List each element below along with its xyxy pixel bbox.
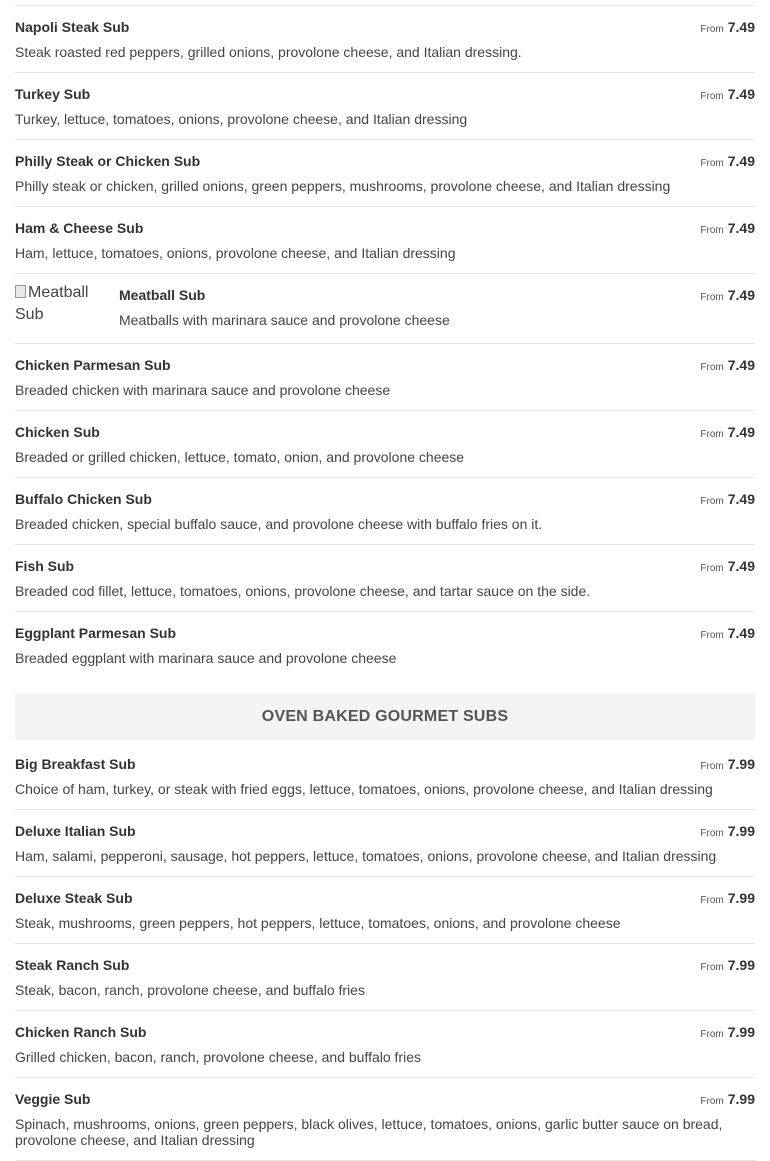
price-value: 7.49 xyxy=(727,491,755,507)
item-name[interactable]: Turkey Sub xyxy=(15,86,91,102)
price-from-label: From xyxy=(700,895,724,906)
item-name[interactable]: Ham & Cheese Sub xyxy=(15,220,144,236)
item-name[interactable]: Meatball Sub xyxy=(119,287,206,303)
menu-item[interactable] xyxy=(15,207,755,274)
price-value: 7.99 xyxy=(727,957,755,973)
menu-item[interactable] xyxy=(15,140,755,207)
menu-item[interactable] xyxy=(15,73,755,140)
item-price xyxy=(700,220,755,239)
item-name[interactable]: Fish Sub xyxy=(15,558,75,574)
item-description: Ham, lettuce, tomatoes, onions, provolone cheese, and Italian dressing xyxy=(15,245,456,261)
menu-item[interactable] xyxy=(15,274,755,344)
item-price xyxy=(700,890,755,909)
item-price xyxy=(700,19,755,38)
item-description: Philly steak or chicken, grilled onions, green peppers, mushrooms, provolone cheese, and Italian dressing xyxy=(15,178,671,194)
item-price xyxy=(700,756,755,775)
price-value: 7.49 xyxy=(727,424,755,440)
menu-item[interactable] xyxy=(15,1011,755,1078)
price-value: 7.99 xyxy=(727,1091,755,1107)
price-from-label: From xyxy=(700,1029,724,1040)
item-price xyxy=(700,1091,755,1110)
price-from-label: From xyxy=(700,761,724,772)
menu-item[interactable] xyxy=(15,478,755,545)
item-price xyxy=(700,823,755,842)
item-description: Choice of ham, turkey, or steak with fried eggs, lettuce, tomatoes, onions, provolone cheese, and Italian dressing xyxy=(15,781,713,797)
item-name[interactable]: Buffalo Chicken Sub xyxy=(15,491,152,507)
price-from-label: From xyxy=(700,362,724,373)
item-name[interactable]: Deluxe Italian Sub xyxy=(15,823,136,839)
item-description: Spinach, mushrooms, onions, green peppers, black olives, lettuce, tomatoes, onions, garlic butter sauce on bread, provolone cheese, and Italian dressing xyxy=(15,1116,723,1148)
menu-item[interactable] xyxy=(15,1078,755,1161)
price-from-label: From xyxy=(700,630,724,641)
item-name[interactable]: Chicken Parmesan Sub xyxy=(15,357,171,373)
item-description: Turkey, lettuce, tomatoes, onions, provolone cheese, and Italian dressing xyxy=(15,111,468,127)
item-description: Steak, bacon, ranch, provolone cheese, and buffalo fries xyxy=(15,982,365,998)
menu-item[interactable] xyxy=(15,411,755,478)
price-value: 7.99 xyxy=(727,823,755,839)
item-name[interactable]: Big Breakfast Sub xyxy=(15,756,136,772)
price-from-label: From xyxy=(700,496,724,507)
item-description: Breaded chicken, special buffalo sauce, and provolone cheese with buffalo fries on it. xyxy=(15,516,543,532)
item-price xyxy=(700,424,755,443)
menu-list xyxy=(0,5,770,1161)
price-from-label: From xyxy=(700,1096,724,1107)
menu-item[interactable] xyxy=(15,6,755,73)
item-name[interactable]: Deluxe Steak Sub xyxy=(15,890,133,906)
item-description: Breaded chicken with marinara sauce and provolone cheese xyxy=(15,382,391,398)
section-header: OVEN BAKED GOURMET SUBS xyxy=(15,693,755,740)
price-value: 7.49 xyxy=(727,86,755,102)
item-name[interactable]: Veggie Sub xyxy=(15,1091,91,1107)
price-from-label: From xyxy=(700,563,724,574)
item-price xyxy=(700,1024,755,1043)
item-price xyxy=(700,153,755,172)
menu-item[interactable] xyxy=(15,344,755,411)
price-from-label: From xyxy=(700,962,724,973)
price-from-label: From xyxy=(700,429,724,440)
price-value: 7.49 xyxy=(727,153,755,169)
item-price xyxy=(700,558,755,577)
item-price xyxy=(700,491,755,510)
price-value: 7.49 xyxy=(727,625,755,641)
item-name[interactable]: Philly Steak or Chicken Sub xyxy=(15,153,201,169)
menu-item[interactable] xyxy=(15,743,755,810)
item-name[interactable]: Chicken Sub xyxy=(15,424,100,440)
item-description: Grilled chicken, bacon, ranch, provolone cheese, and buffalo fries xyxy=(15,1049,421,1065)
item-description: Meatballs with marinara sauce and provolone cheese xyxy=(119,312,450,328)
item-description: Breaded eggplant with marinara sauce and provolone cheese xyxy=(15,650,397,666)
menu-item[interactable] xyxy=(15,612,755,678)
item-description: Steak, mushrooms, green peppers, hot peppers, lettuce, tomatoes, onions, and provolone cheese xyxy=(15,915,621,931)
price-from-label: From xyxy=(700,91,724,102)
menu-item[interactable] xyxy=(15,877,755,944)
price-from-label: From xyxy=(700,24,724,35)
price-value: 7.49 xyxy=(727,287,755,303)
item-description: Breaded cod fillet, lettuce, tomatoes, onions, provolone cheese, and tartar sauce on the side. xyxy=(15,583,591,599)
item-name[interactable]: Chicken Ranch Sub xyxy=(15,1024,147,1040)
item-description: Steak roasted red peppers, grilled onions, provolone cheese, and Italian dressing. xyxy=(15,44,522,60)
item-price xyxy=(700,86,755,105)
item-name[interactable]: Steak Ranch Sub xyxy=(15,957,130,973)
item-name[interactable]: Eggplant Parmesan Sub xyxy=(15,625,177,641)
item-name[interactable]: Napoli Steak Sub xyxy=(15,19,130,35)
menu-item[interactable] xyxy=(15,944,755,1011)
price-from-label: From xyxy=(700,828,724,839)
price-value: 7.49 xyxy=(727,357,755,373)
price-from-label: From xyxy=(700,292,724,303)
item-description: Ham, salami, pepperoni, sausage, hot peppers, lettuce, tomatoes, onions, provolone cheese, and Italian dressing xyxy=(15,848,717,864)
item-image-alt-text: Meatball Sub xyxy=(15,284,89,323)
item-price xyxy=(700,357,755,376)
price-from-label: From xyxy=(700,225,724,236)
price-value: 7.99 xyxy=(727,756,755,772)
broken-image-icon xyxy=(15,285,26,298)
item-price xyxy=(700,957,755,976)
item-price xyxy=(700,287,755,306)
menu-item[interactable] xyxy=(15,545,755,612)
price-value: 7.49 xyxy=(727,19,755,35)
price-value: 7.49 xyxy=(727,558,755,574)
price-value: 7.99 xyxy=(727,890,755,906)
item-price xyxy=(700,625,755,644)
menu-item[interactable] xyxy=(15,810,755,877)
item-image-broken[interactable] xyxy=(15,282,107,326)
price-from-label: From xyxy=(700,158,724,169)
item-description: Breaded or grilled chicken, lettuce, tomato, onion, and provolone cheese xyxy=(15,449,465,465)
price-value: 7.99 xyxy=(727,1024,755,1040)
price-value: 7.49 xyxy=(727,220,755,236)
